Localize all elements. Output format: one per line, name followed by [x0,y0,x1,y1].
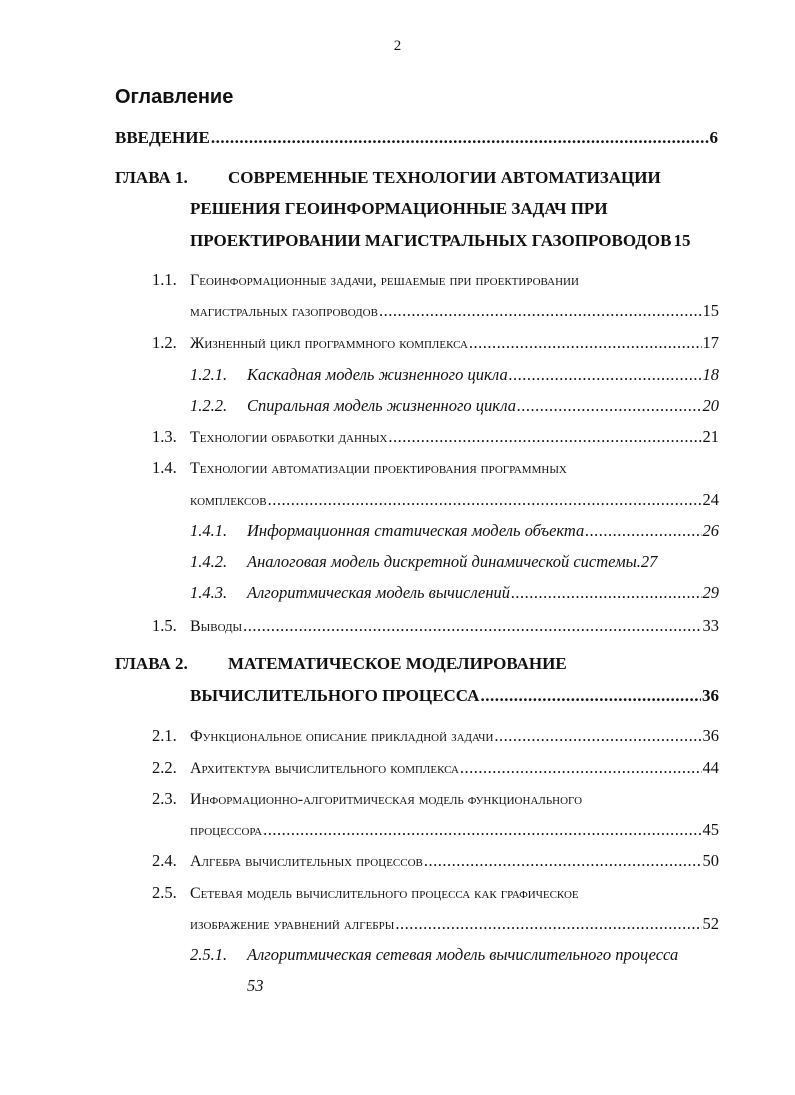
toc-entry-2-3[interactable]: 2.3. Информационно-алгоритмическая модель функционального [152,789,583,808]
toc-entry-2-2[interactable]: 2.2. Архитектура вычислительного комплекса ..... 44 [152,759,719,778]
page-number: 2 [393,38,402,54]
toc-entry-1-2[interactable]: 1.2. Жизненный цикл программного комплекса ..... 17 [152,334,719,353]
toc-entry-2-5[interactable]: 2.5. Сетевая модель вычислительного процесса как графическое [152,883,579,902]
toc-entry-1-2-1[interactable]: 1.2.1. Каскадная модель жизненного цикла ..... 18 [190,366,719,385]
toc-entry-1-4-1[interactable]: 1.4.1. Информационная статическая модель объекта ..... 26 [190,522,719,541]
toc-entry-2-3-line-2[interactable]: процессора ..... 45 [190,821,719,840]
toc-entry-chapter-2[interactable]: ГЛАВА 2. МАТЕМАТИЧЕСКОЕ МОДЕЛИРОВАНИЕ [115,654,567,673]
toc-entry-1-1[interactable]: 1.1. Геоинформационные задачи, решаемые при проектировании [152,270,579,289]
toc-entry-2-5-1[interactable]: 2.5.1. Алгоритмическая сетевая модель вычислительного процесса [190,945,679,964]
toc-entry-2-5-1-page[interactable]: 53 [247,976,264,995]
toc-entry-chapter-1-line-2[interactable]: РЕШЕНИЯ ГЕОИНФОРМАЦИОННЫЕ ЗАДАЧ ПРИ [190,199,608,218]
toc-entry-1-4-line-2[interactable]: комплексов ..... 24 [190,491,719,510]
toc-entry-2-4[interactable]: 2.4. Алгебра вычислительных процессов ..... 50 [152,852,719,871]
toc-entry-1-1-line-2[interactable]: магистральных газопроводов ..... 15 [190,302,719,321]
toc-entry-2-5-line-2[interactable]: изображение уравнений алгебры ..... 52 [190,915,719,934]
toc-entry-2-1[interactable]: 2.1. Функциональное описание прикладной задачи ..... 36 [152,727,719,746]
toc-entry-introduction[interactable]: ВВЕДЕНИЕ ..... 6 [115,128,718,148]
toc-entry-1-5[interactable]: 1.5. Выводы ..... 33 [152,617,719,636]
toc-entry-1-3[interactable]: 1.3. Технологии обработки данных ..... 21 [152,428,719,447]
toc-heading: Оглавление [115,86,234,108]
toc-entry-chapter-2-line-2[interactable]: ВЫЧИСЛИТЕЛЬНОГО ПРОЦЕССА ..... 36 [190,686,719,706]
toc-entry-1-2-2[interactable]: 1.2.2. Спиральная модель жизненного цикла ..... 20 [190,397,719,416]
toc-entry-1-4[interactable]: 1.4. Технологии автоматизации проектирования программных [152,458,567,477]
toc-entry-1-4-3[interactable]: 1.4.3. Алгоритмическая модель вычислений ..... 29 [190,584,719,603]
toc-entry-1-4-2[interactable]: 1.4.2. Аналоговая модель дискретной динамической системы. 27 [190,552,658,571]
toc-entry-chapter-1-line-3[interactable]: ПРОЕКТИРОВАНИИ МАГИСТРАЛЬНЫХ ГАЗОПРОВОДОВ 15 [190,231,691,250]
toc-entry-chapter-1[interactable]: ГЛАВА 1. СОВРЕМЕННЫЕ ТЕХНОЛОГИИ АВТОМАТИЗАЦИИ [115,168,661,187]
